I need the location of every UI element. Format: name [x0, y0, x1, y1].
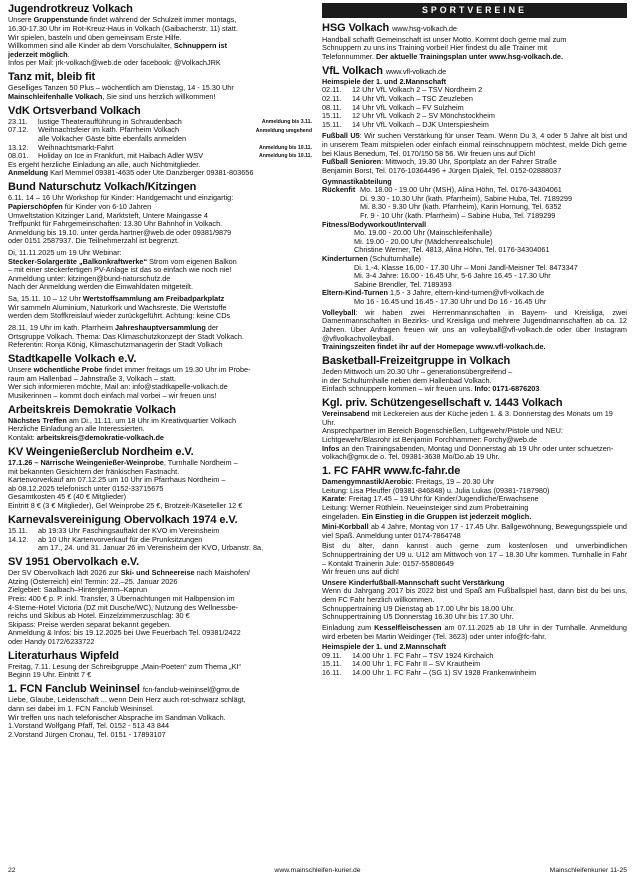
demokratie-title: Arbeitskreis Demokratie Volkach [8, 403, 176, 416]
issue-label: Mainschleifenkurier 11-25 [549, 866, 627, 874]
literaturhaus-title: Literaturhaus Wipfeld [8, 649, 119, 662]
tanz-title: Tanz mit, bleib fit [8, 70, 96, 83]
fcfahr-games: 09.11. 14.00 Uhr 1. FC Fahr – TSV 1924 Kirchaich 15.11. 14.00 Uhr 1. FC Fahr II – SV Krautheim 16.11. 14.00 Uhr 1. FC Fahr – (SG 1) SV 1928 Frankenwinheim [322, 650, 537, 677]
footer-url[interactable]: www.mainschleifen-kurier.de [274, 866, 361, 874]
fcfahr-section: 1. FC FAHR www.fc-fahr.de Damengymnastik/Aerobic: Freitags, 19 – 20.30 Uhr Leitung: Lisa Pfeuffer (09381-846848) u. Julia Lukas (09381-7187980) Karate: Freitag 17.45 – 19 Uhr für Kinder/Jugendliche/Erwachsene Leitung: Werner Rüthlein. Neueinsteiger sind zum Probetraining eingeladen. Ein Einstieg in die Gruppen ist jederzeit möglich. Mini-Korbball ab 4 Jahre, Montag von 17 - 17.45 Uhr. Ballgewöhnung, Bewegungsspiele und viel Spaß. Anmeldung unter 0174-7864748 Bist du älter, dann kannst auch gerne zum kostenlosen und unverbindlichen Schnuppertraining der U9 u. U12 am Mittwoch von 17 – 18.30 Uhr kommen. Turnhalle in Fahr – Kontakt Trainerin Jule: 0157-55808649 Wir freuen uns auf dich! Unsere Kinderfußball-Mannschaft sucht Verstärkung Wenn du Jahrgang 2017 bis 2022 bist und Spaß am Fußballspiel hast, dann bist du bei uns, dem FC Fahr herzlich willkommen. Schnuppertraining U9 Dienstag ab 17.00 Uhr bis 18.00 Uhr. Schnuppertraining U5 Donnerstag 16.30 Uhr bis 17.30 Uhr. Einladung zum Kesselfleischessen am 07.11.2025 ab 18 Uhr in der Turnhalle. Anmeldung wird erbeten bei Martin Weidinger (Tel. 3623) oder unter info@fc-fahr. Heimspiele der 1. und 2.Mannschaft 09.11. 14.00 Uhr 1. FC Fahr – TSV 1924 Kirchaich 15.11. 14.00 Uhr 1. FC Fahr II – SV Krautheim 16.11. 14.00 Uhr 1. FC Fahr – (SG 1) SV 1928 Frankenwinheim [322, 464, 627, 677]
stadtkapelle-title: Stadtkapelle Volkach e.V. [8, 352, 137, 365]
weingeniesser-title: KV Weingenießerclub Nordheim e.V. [8, 445, 194, 458]
tanz-section: Tanz mit, bleib fit Geselliges Tanzen 50 Plus – wöchentlich am Dienstag, 14 - 15.30 Uhr Mainschleifenhalle Volkach, Sie sind uns herzlich willkommen! [8, 71, 312, 102]
fcfahr-title: 1. FC FAHR www.fc-fahr.de [322, 464, 461, 477]
vdk-title: VdK Ortsverband Volkach [8, 104, 141, 117]
vdk-row: 13.12. Weihnachtsmarkt-Fahrt Anmeldung bis 10.11. [8, 142, 312, 152]
vdk-row: alle Volkacher Gäste bitte ebenfalls anmelden [38, 134, 187, 144]
jrk-section: Jugendrotkreuz Volkach Unsere Gruppenstunde findet während der Schulzeit immer montags, 16.30-17.30 Uhr im Rot-Kreuz-Haus in Volkach (Gaibacherstr. 11) statt. Wir spielen, basteln und üben gemeinsam Erste Hilfe. Willkommen sind alle Kinder ab dem Vorschulalter, Schnuppern ist jederzeit möglich. Infos per Mail: jrk-volkach@web.de oder facebook: @VolkachJRK [8, 3, 312, 68]
jrk-title: Jugendrotkreuz Volkach [8, 3, 133, 15]
bn-section: Bund Naturschutz Volkach/Kitzingen 6.11. 14 – 16 Uhr Workshop für Kinder: Handgemacht und einzigartig: Papierschöpfen für Kinder von 6-10 Jahren Umweltstation Kitzinger Land, Marktsteft, Untere Maingasse 4 Treffpunkt für Fahrgemeinschaften: 13.30 Uhr Bahnhof in Volkach. Anmeldung bis 19.10. unter gerda.hartner@web.de oder 09381/9879 oder 0151 2587937. Die Teilnehmerzahl ist begrenzt. Di, 11.11.2025 um 19 Uhr Webinar: Stecker-Solargeräte „Balkonkraftwerke“ Strom vom eigenen Balkon – mit einer steckerfertigen PV-Anlage ist das so einfach wie noch nie! Anmeldung unter: kitzingen@bund-naturschutz.de Nach der Anmeldung werden die Einwahldaten mitgeteilt. Sa, 15.11. 10 – 12 Uhr Wertstoffsammlung am Freibadparkplatz Wir sammeln Aluminium, Naturkork und Wachsreste. Die Wertstoffe werden dem Stoffkreislauf wieder zurückgeführt. Achtung: keine CDs 28.11. 19 Uhr im kath. Pfarrheim Jahreshauptversammlung der Ortsgruppe Volkach. Thema: Das Klimaschutzkonzept der Stadt Volkach. Referentin: Ronja König, Klimaschutzmanagerin der Stadt Volkach [8, 181, 312, 350]
hsg-section: HSG Volkach www.hsg-volkach.de Handball schafft Gemeinschaft ist unser Motto. Kommt doch gerne mal zum Schnuppern zu uns ins Training vorbei! Hier findest du alle Trainer mit Telefonnummer. Der aktuelle Trainingsplan unter www.hsg-volkach.de. [322, 22, 627, 61]
vfl-section: VfL Volkach www.vfl-volkach.de Heimspiele der 1. und 2.Mannschaft 02.11. 12 Uhr VfL Volkach 2 – TSV Nordheim 2 02.11. 14 Uhr VfL Volkach – TSC Zeuzleben 08.11. 14 Uhr VfL Volkach – FV Sulzheim 15.11. 12 Uhr VfL Volkach 2 – SV Mönchstockheim 15.11. 14 Uhr VfL Volkach – DJK Unterspiesheim Fußball U5: Wir suchen Verstärkung für unser Team. Wenn Du 3, 4 oder 5 Jahre alt bist und in unserem Team mitspielen oder einfach einmal reinschnuppern möchtest, melde Dich gerne bei Klaus Benedum, Tel. 0170/150 58 56. Wir freuen uns auf Dich! Fußball Senioren: Mittwoch, 19.30 Uhr, Sportplatz an der Fahrer Straße Benjamin Borst, Tel. 0176-10364496 + Jürgen Djalek, Tel. 0152-02888037 Gymnastikabteilung Rückenfit Mo. 18.00 - 19.00 Uhr (MSH), Alina Höhn, Tel. 0176-34304061 Di. 9.30 - 10.30 Uhr (kath. Pfarrheim), Sabine Huba, Tel. 7189299 Mi. 8.30 - 9.30 Uhr (kath. Pfarrheim), Karin Hornung, Tel. 6352 Fr. 9 - 10 Uhr (kath. Pfarrheim) – Sabine Huba, Tel. 7189299 Fitness/Bodyworkout/Intervall Mo. 19.00 - 20.00 Uhr (Mainschleifenhalle) Mi. 19.00 - 20.00 Uhr (Mädchenrealschule) Christine Werner, Tel. 4813, Alina Höhn, Tel. 0176-34304061 Kinderturnen (Schulturnhalle) Di. 1.-4. Klasse 16.00 - 17.30 Uhr – Moni Jandl-Meisner Tel. 8473347 Mi. 3-4 Jahre: 16.00 - 16.45 Uhr, 5-6 Jahre 16.45 - 17.30 Uhr Sabine Brendler, Tel. 7189393 Eltern-Kind-Turnen 1,5 - 3 Jahre, eltern-kind-turnen@vfl-volkach.de Mo 16 - 16.45 und 16.45 - 17.30 Uhr und Do 16 - 16.45 Uhr Volleyball: wir haben zwei Herrenmannschaften in Bayern- und Kreisliga, zwei Damenmannschaften in Bezirks- und Kreisliga und mehrere Jugendmannschaften ab ca. 12 Jahren. Über Anfragen freuen wir uns an volleyball@vfl-volkach.de oder über Instagram @vflvolkachvolleyball. Trainingszeiten findet ihr auf der Homepage www.vfl-volkach.de. [322, 64, 627, 352]
literaturhaus-section: Literaturhaus Wipfeld Freitag, 7.11. Lesung der Schreibgruppe „Main-Poeten“ zum Thema „KI“ Beginn 19 Uhr. Eintritt 7 € [8, 650, 312, 681]
kvo-title: Karnevalsvereinigung Obervolkach 1974 e.V. [8, 513, 238, 526]
page-footer [8, 867, 627, 875]
demokratie-section: Arbeitskreis Demokratie Volkach Nächstes Treffen am Di., 11.11. um 18 Uhr im Kreativquartier Volkach Herzliche Einladung an alle Interessierten. Kontakt: arbeitskreis@demokratie-volkach.de [8, 404, 312, 443]
vfl-title: VfL Volkach www.vfl-volkach.de [322, 64, 447, 77]
sv-section: SV 1951 Obervolkach e.V. Der SV Obervolkach lädt 2026 zur Ski- und Schneereise nach Maishofen/ Atzing (Österreich) ein! Termin: 22.–25. Januar 2026 Zielgebiet: Saalbach–Hinterglemm–Kaprun Preis: 400 € p. P. inkl. Transfer, 3 Übernachtungen mit Halbpension im 4-Sterne-Hotel Victoria (DZ mit Dusche/WC), Nutzung des Wellnessbe- reichs und Skibus ab Hotel. Einzelzimmerzuschlag: 30 € Skipass: Preise werden separat bekannt gegeben. Anmeldung & Infos: bis 19.12.2025 bei Uwe Feuerbach Tel. 09381/2422 oder Handy 0172/6233722 [8, 556, 312, 647]
schuetzen-title: Kgl. priv. Schützengesellschaft v. 1443 Volkach [322, 396, 563, 409]
fcn-section: 1. FCN Fanclub Weininsel fcn-fanclub-weininsel@gmx.de Liebe, Glaube, Leidenschaft ... wenn Dein Herz auch rot-schwarz schlägt, dann sei dabei im 1. FCN Fanclub Weininsel. Wir treffen uns nach telefonischer Absprache im Sandman Volkach. 1.Vorstand Wolfgang Pfaff, Tel. 0152 - 513 43 844 2.Vorstand Jürgen Cronau, Tel. 0151 - 17893107 [8, 683, 312, 739]
vdk-section: VdK Ortsverband Volkach 23.11. lustige Theateraufführung in Schraudenbach Anmeldung bis 3.11. 07.12. Weihnachtsfeier im kath. Pfarrheim Volkach Anmeldung umgehend alle Volkacher Gäste bitte ebenfalls anmelden 13.12. Weihnachtsmarkt-Fahrt Anmeldung bis 10.11. 08.01. Holiday on Ice in Frankfurt, mit Haibach Adler WSV Anmeldung bis 10.11. Es ergeht herzliche Einladung an alle, auch Nichtmitglieder. Anmeldung Karl Memmel 09381-4635 oder Ute Danzberger 09381-803656 [8, 104, 312, 178]
kvo-section: Karnevalsvereinigung Obervolkach 1974 e.V. 15.11. ab 19:33 Uhr Faschingsauftakt der KVO im Vereinsheim 14.12. ab 10 Uhr Kartenvorverkauf für die Prunksitzungen am 17., 24. und 31. Januar 26 im Vereinsheim der KVO, Urbanstr. 8a. [8, 514, 312, 553]
fcn-title: 1. FCN Fanclub Weininsel fcn-fanclub-weininsel@gmx.de [8, 683, 240, 696]
basketball-section: Basketball-Freizeitgruppe in Volkach Jeden Mittwoch um 20.30 Uhr – generationsübergreifend – in der Schulturnhalle neben dem Hallenbad Volkach. Einfach schnuppern kommen – wir freuen uns. Info: 0171-6876203 [322, 355, 627, 394]
vdk-row: 07.12. Weihnachtsfeier im kath. Pfarrheim Volkach Anmeldung umgehend [8, 125, 312, 135]
vfl-games: 02.11. 12 Uhr VfL Volkach 2 – TSV Nordheim 2 02.11. 14 Uhr VfL Volkach – TSC Zeuzleben 08.11. 14 Uhr VfL Volkach – FV Sulzheim 15.11. 12 Uhr VfL Volkach 2 – SV Mönchstockheim 15.11. 14 Uhr VfL Volkach – DJK Unterspiesheim [322, 85, 495, 129]
sv-title: SV 1951 Obervolkach e.V. [8, 555, 140, 568]
vdk-row: 23.11. lustige Theateraufführung in Schraudenbach Anmeldung bis 3.11. [8, 116, 312, 126]
sportvereine-banner: SPORTVEREINE [322, 3, 627, 18]
stadtkapelle-section: Stadtkapelle Volkach e.V. Unsere wöchentliche Probe findet immer freitags um 19.30 Uhr im Probe- raum am Hallenbad – Jahnstraße 3, Volkach – statt. Wer sich informieren möchte, Mail an: info@stadtkapelle-volkach.de Musikerinnen – kommt doch einfach mal vorbei – wir freuen uns! [8, 353, 312, 401]
right-column [322, 3, 627, 863]
left-column [8, 3, 312, 863]
hsg-title: HSG Volkach www.hsg-volkach.de [322, 22, 457, 35]
schuetzen-section: Kgl. priv. Schützengesellschaft v. 1443 Volkach Vereinsabend mit Leckereien aus der Küche jeden 1. & 3. Donnerstag des Monats um 19 Uhr. Ansprechpartner im Bereich Bogenschießen, Luftgewehr/Pistole und NEU: Lichtgewehr/Blasrohr ist Benjamin Forchhammer: Forchy@web.de Infos an den Trainingsabenden, Montag und Donnerstag ab 19 Uhr oder unter schuetzen-volkach@gmx.de o. Tel. 09381-3638 Mo/Do.ab 19 Uhr. [322, 397, 627, 462]
weingeniesser-section: KV Weingenießerclub Nordheim e.V. 17.1.26 – Närrische Weingenießer-Weinprobe, Turnhalle Nordheim – mit bekannten Gesichtern der fränkischen Fastnacht. Kartenvorverkauf am 07.12.25 um 10 Uhr im Pfarrhaus Nordheim – ab 08.12.2025 telefonisch unter 0152-33715675 Gesamtkosten 45 € (40 € Mitglieder) Eintritt 8 € (3 € Mitglieder), Gel Weinprobe 25 €, Brotzeit-/Käseteller 12 € [8, 446, 312, 511]
vdk-row: 08.01. Holiday on Ice in Frankfurt, mit Haibach Adler WSV Anmeldung bis 10.11. [8, 151, 312, 161]
bn-title: Bund Naturschutz Volkach/Kitzingen [8, 181, 197, 194]
page-number: 22 [8, 866, 16, 874]
basketball-title: Basketball-Freizeitgruppe in Volkach [322, 354, 511, 367]
